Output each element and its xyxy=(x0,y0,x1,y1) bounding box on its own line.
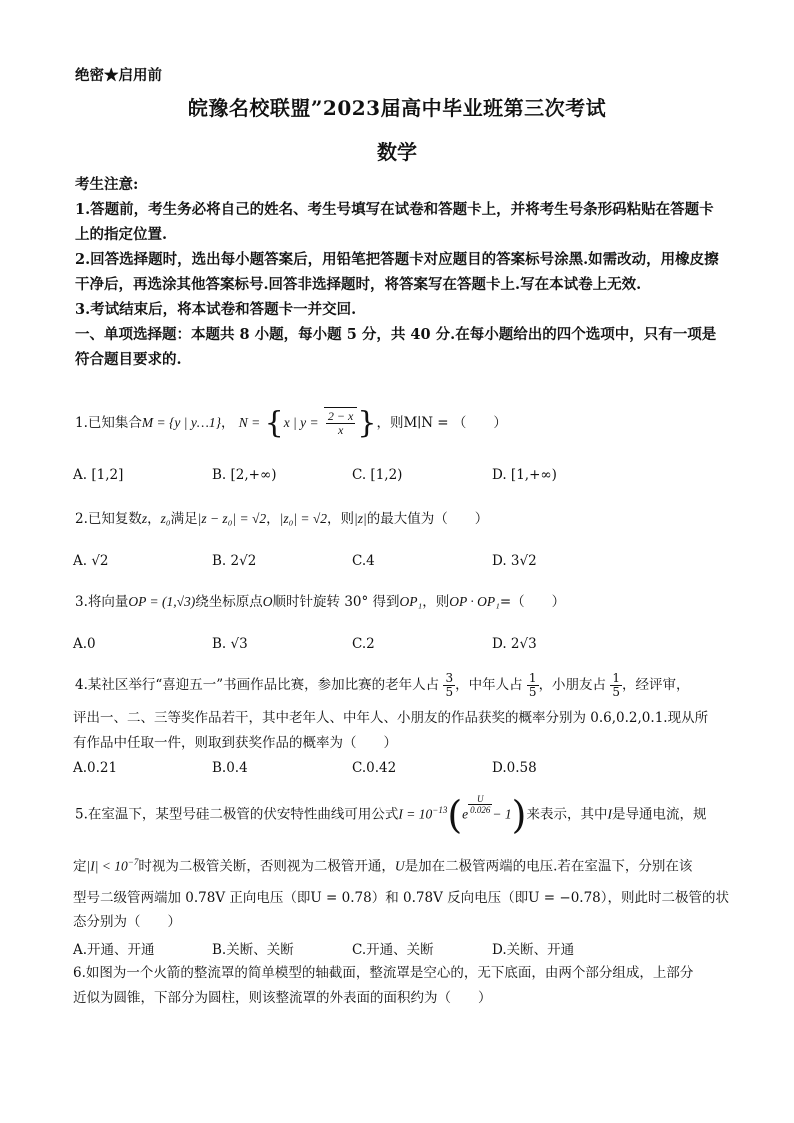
q5-text-b: 来表示，其中 xyxy=(526,806,608,823)
q2-z0: z₀ xyxy=(160,511,171,526)
q1-fraction xyxy=(326,410,355,437)
q6-line-2: 近似为圆锥，下部分为圆柱，则该整流罩的外表面的面积约为（ ） xyxy=(73,990,492,1006)
subject-title: 数学 xyxy=(377,140,417,164)
q4-f3-den: 5 xyxy=(612,685,620,699)
q5-exp-num: U xyxy=(468,794,492,805)
exam-title: 皖豫名校联盟”2023届高中毕业班第三次考试 xyxy=(187,96,607,120)
q5-condition: |I| < 10 xyxy=(86,858,128,874)
q4-f3-num: 1 xyxy=(612,671,620,685)
q4-text-c: ，小朋友占 xyxy=(538,677,607,693)
question-2 xyxy=(75,509,488,529)
q3-option-d: D. 2√3 xyxy=(492,636,537,652)
q5-text-c: 是导通电流，规 xyxy=(611,806,707,823)
q1-prefix: 1.已知集合 xyxy=(75,415,142,431)
q5-exponent-fraction xyxy=(468,794,492,815)
q4-f1-num: 3 xyxy=(445,671,454,685)
q3-origin: O xyxy=(262,594,273,609)
q1-left-brace: { xyxy=(264,405,284,441)
q5-option-b: B.关断、关断 xyxy=(212,942,294,958)
candidate-notes xyxy=(75,172,725,372)
q1-set-m: M = {y | y…1} xyxy=(141,415,221,430)
q5-option-c: C.开通、关断 xyxy=(352,942,434,958)
q1-option-a: A. [1,2] xyxy=(73,467,124,483)
q2-condition-1: |z − z₀| = √2 xyxy=(197,511,267,526)
q1-option-c: C. [1,2) xyxy=(352,467,403,483)
q5-condition-exp: −7 xyxy=(127,857,139,867)
q2-text-f: 的最大值为（ ） xyxy=(366,511,489,527)
q5-minus-one: − 1 xyxy=(492,806,512,822)
q5-line-2 xyxy=(73,852,692,877)
q4-f2-num: 1 xyxy=(528,671,537,685)
q5-voltage-symbol: U xyxy=(394,858,405,874)
q3-text-e: =（ ） xyxy=(499,594,566,610)
q4-line-3: 有作品中任取一件，则取到获奖作品的概率为（ ） xyxy=(73,735,397,751)
question-5 xyxy=(75,790,706,835)
confidential-label: 绝密★启用前 xyxy=(75,67,162,84)
q4-option-d: D.0.58 xyxy=(492,760,537,776)
q2-option-c: C.4 xyxy=(352,553,375,569)
q2-text-c: 满足 xyxy=(170,511,198,527)
q3-dot-product: OP · OP₁ xyxy=(449,594,500,609)
notes-heading: 考生注意: xyxy=(75,176,139,193)
q4-fraction-children xyxy=(610,672,622,699)
q1-set-n-lhs: N = xyxy=(238,415,261,430)
q4-option-c: C.0.42 xyxy=(352,760,397,776)
q2-text-e: ，则 xyxy=(327,511,355,527)
note-item-3: 3.考试结束后，将本试卷和答题卡一并交回. xyxy=(75,301,357,318)
q4-option-a: A.0.21 xyxy=(73,760,118,776)
q1-sqrt xyxy=(324,407,357,438)
q5-formula-exp: −13 xyxy=(432,805,448,815)
q5-formula-lhs: I = 10 xyxy=(398,806,433,822)
question-4 xyxy=(75,672,690,699)
q3-option-a: A.0 xyxy=(73,636,96,652)
q1-right-brace: } xyxy=(357,405,377,441)
q3-text-d: ，则 xyxy=(422,594,450,610)
q5-line2-c: 是加在二极管两端的电压.若在室温下，分别在该 xyxy=(404,858,693,875)
q3-vector-op1: OP₁ xyxy=(399,594,423,609)
q3-text-b: 绕坐标原点 xyxy=(195,594,263,610)
note-item-1: 1.答题前，考生务必将自己的姓名、考生号填写在试卷和答题卡上，并将考生号条形码粘贴在答题卡上的指定位置. xyxy=(75,201,714,243)
q5-right-paren: ) xyxy=(511,793,527,837)
q5-exp-den: 0.026 xyxy=(470,805,491,815)
q2-z: z xyxy=(141,511,148,526)
q1-option-b: B. [2,+∞) xyxy=(212,467,277,483)
q2-option-b: B. 2√2 xyxy=(212,553,257,569)
q2-option-a: A. √2 xyxy=(73,553,109,569)
q2-option-d: D. 3√2 xyxy=(492,553,537,569)
q5-option-a: A.开通、开通 xyxy=(73,942,155,958)
q1-option-d: D. [1,+∞) xyxy=(492,467,557,483)
q1-frac-num: 2 − x xyxy=(327,409,354,423)
q4-fraction-elderly xyxy=(443,672,455,699)
q5-e: e xyxy=(462,806,469,822)
q4-text-d: ，经评审， xyxy=(622,677,690,693)
q1-suffix: ，则M∣N = （ ） xyxy=(376,415,507,431)
q5-text-a: 5.在室温下，某型号硅二极管的伏安特性曲线可用公式 xyxy=(75,806,399,823)
section-heading: 一、单项选择题：本题共 8 小题，每小题 5 分，共 40 分.在每小题给出的四个选项中，只有一项是符合题目要求的. xyxy=(75,326,717,368)
q1-set-n-body: x | y = xyxy=(283,415,319,430)
q5-line2-b: 时视为二极管关断，否则视为二极管开通， xyxy=(138,858,395,875)
q4-f1-den: 5 xyxy=(445,685,454,699)
q2-abs-z: |z| xyxy=(354,511,367,526)
q3-option-b: B. √3 xyxy=(212,636,248,652)
q2-text-a: 2.已知复数 xyxy=(75,511,142,527)
q2-text-b: ， xyxy=(147,511,161,527)
q3-option-c: C.2 xyxy=(352,636,375,652)
q6-line-1: 6.如图为一个火箭的整流罩的简单模型的轴截面，整流罩是空心的，无下底面，由两个部分组成，上部分 xyxy=(73,965,694,981)
q3-text-a: 3.将向量 xyxy=(75,594,129,610)
q4-text-b: ，中年人占 xyxy=(455,677,523,693)
question-1: 1.已知集合M = {y | y…1}， N = {x | y = $\frac{2 - x}{x}$ }，则M∣N = （ ） xyxy=(75,405,507,441)
q5-line-4: 态分别为（ ） xyxy=(73,914,181,930)
q5-current-symbol: I xyxy=(607,806,612,822)
q2-text-d: ， xyxy=(266,511,280,527)
q5-line-3: 型号二级管两端加 0.78V 正向电压（即U = 0.78）和 0.78V 反向电压（即U = −0.78），则此时二极管的状 xyxy=(73,890,730,906)
q3-text-c: 顺时针旋转 30° 得到 xyxy=(272,594,400,610)
q4-f2-den: 5 xyxy=(528,685,537,699)
q5-line2-a: 定 xyxy=(73,858,87,875)
q2-condition-2: |z₀| = √2 xyxy=(279,511,328,526)
note-item-2: 2.回答选择题时，选出每小题答案后，用铅笔把答题卡对应题目的答案标号涂黑.如需改动，用橡皮擦干净后，再选涂其他答案标号.回答非选择题时，将答案写在答题卡上.写在本试卷上无效. xyxy=(75,251,719,293)
q5-option-d: D.关断、开通 xyxy=(492,942,575,958)
q5-left-paren: ( xyxy=(447,793,463,837)
q4-fraction-middle xyxy=(527,672,539,699)
q4-line-2: 评出一、二、三等奖作品若干，其中老年人、中年人、小朋友的作品获奖的概率分别为 0.6,0.2,0.1.现从所 xyxy=(73,710,709,726)
q4-text-a: 4.某社区举行“喜迎五一”书画作品比赛，参加比赛的老年人占 xyxy=(75,677,440,693)
q3-vector-op: OP = (1,√3) xyxy=(128,594,196,609)
q4-option-b: B.0.4 xyxy=(212,760,248,776)
question-3 xyxy=(75,592,565,612)
q1-frac-den: x xyxy=(337,423,344,437)
